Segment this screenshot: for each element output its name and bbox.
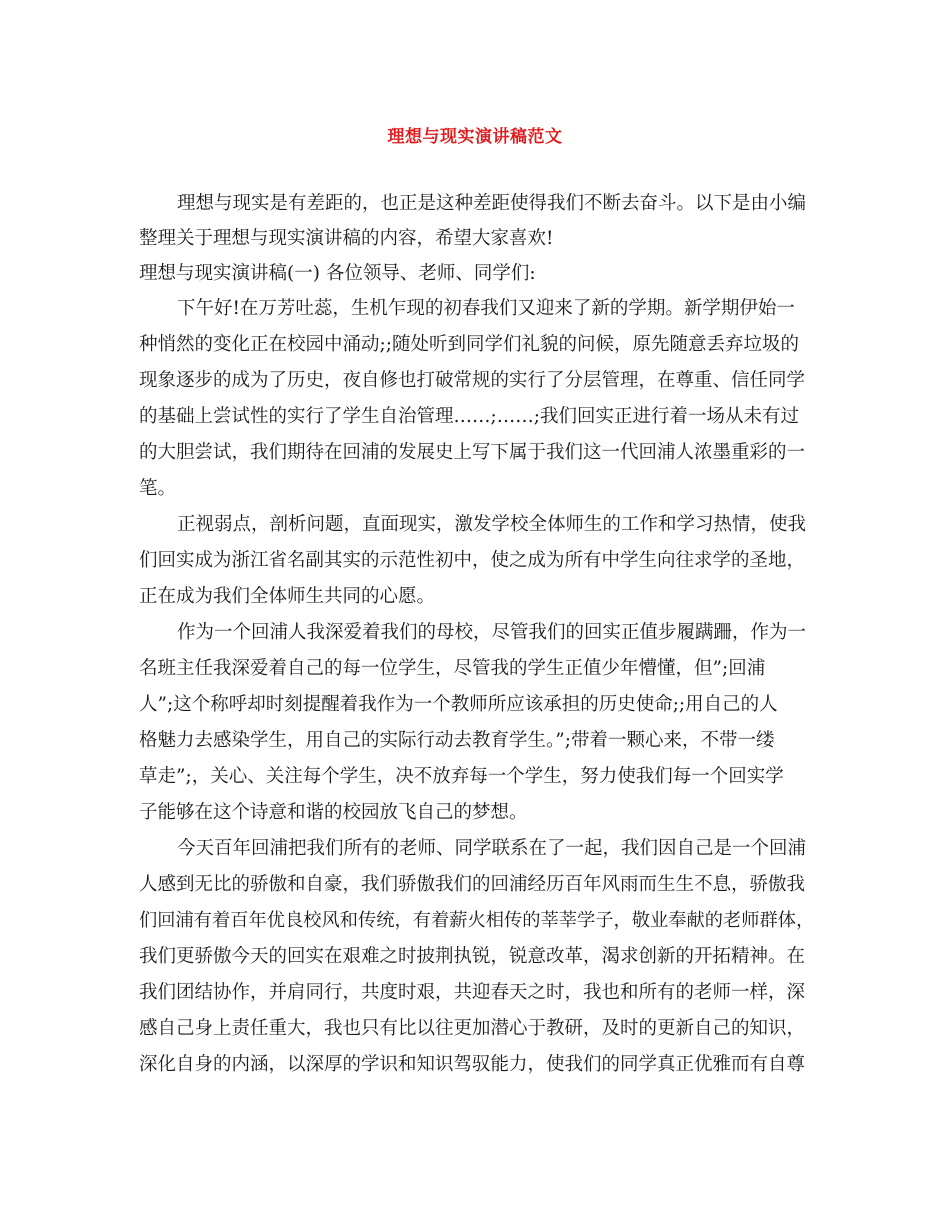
text-line: 的大胆尝试，我们期待在回浦的发展史上写下属于我们这一代回浦人浓墨重彩的一 xyxy=(139,442,806,463)
text-line: 今天百年回浦把我们所有的老师、同学联系在了一起，我们因自己是一个回浦 xyxy=(177,838,807,859)
text-line: 我们团结协作，并肩同行，共度时艰，共迎春天之时，我也和所有的老师一样，深 xyxy=(139,982,806,1003)
text-line: 感自己身上责任重大，我也只有比以往更加潜心于教研，及时的更新自己的知识， xyxy=(139,1018,806,1039)
text-line: 笔。 xyxy=(139,478,177,499)
text-line: 人感到无比的骄傲和自豪，我们骄傲我们的回浦经历百年风雨而生生不息，骄傲我 xyxy=(139,874,806,895)
text-line: 下午好!在万芳吐蕊，生机乍现的初春我们又迎来了新的学期。新学期伊始一 xyxy=(177,298,795,319)
text-line: 名班主任我深爱着自己的每一位学生，尽管我的学生正值少年懵懂，但”;回浦 xyxy=(139,658,766,679)
text-line: 正在成为我们全体师生共同的心愿。 xyxy=(139,586,436,607)
text-line: 深化自身的内涵，以深厚的学识和知识驾驭能力，使我们的同学真正优雅而有自尊 xyxy=(139,1054,806,1075)
document-title: 理想与现实演讲稿范文 xyxy=(387,127,563,147)
text-line: 我们更骄傲今天的回实在艰难之时披荆执锐，锐意改革，渴求创新的开拓精神。在 xyxy=(139,946,806,967)
text-line: 整理关于理想与现实演讲稿的内容，希望大家喜欢! xyxy=(139,228,554,249)
text-line: 理想与现实是有差距的，也正是这种差距使得我们不断去奋斗。以下是由小编 xyxy=(177,193,807,214)
text-line: 们回浦有着百年优良校风和传统，有着薪火相传的莘莘学子，敬业奉献的老师群体， xyxy=(139,910,815,931)
text-line: 正视弱点，剖析问题，直面现实，激发学校全体师生的工作和学习热情，使我 xyxy=(177,514,807,535)
text-line: 现象逐步的成为了历史，夜自修也打破常规的实行了分层管理，在尊重、信任同学 xyxy=(139,370,806,391)
text-line: 人”;这个称呼却时刻提醒着我作为一个教师所应该承担的历史使命;;用自己的人 xyxy=(139,694,778,715)
text-line: 的基础上尝试性的实行了学生自治管理……;……;我们回实正进行着一场从未有过 xyxy=(139,406,799,427)
text-line: 草走”;，关心、关注每个学生，决不放弃每一个学生，努力使我们每一个回实学 xyxy=(139,766,784,787)
text-line: 种悄然的变化正在校园中涌动;;随处听到同学们礼貌的问候，原先随意丢弃垃圾的 xyxy=(139,334,799,355)
text-line: 子能够在这个诗意和谐的校园放飞自己的梦想。 xyxy=(139,802,528,823)
text-line: 格魅力去感染学生，用自己的实际行动去教育学生。”;带着一颗心来，不带一缕 xyxy=(139,730,775,751)
section-heading-line: 理想与现实演讲稿(一) 各位领导、老师、同学们: xyxy=(139,263,536,284)
text-line: 们回实成为浙江省名副其实的示范性初中，使之成为所有中学生向往求学的圣地， xyxy=(139,550,806,571)
text-line: 作为一个回浦人我深爱着我们的母校，尽管我们的回实正值步履蹒跚，作为一 xyxy=(177,622,807,643)
